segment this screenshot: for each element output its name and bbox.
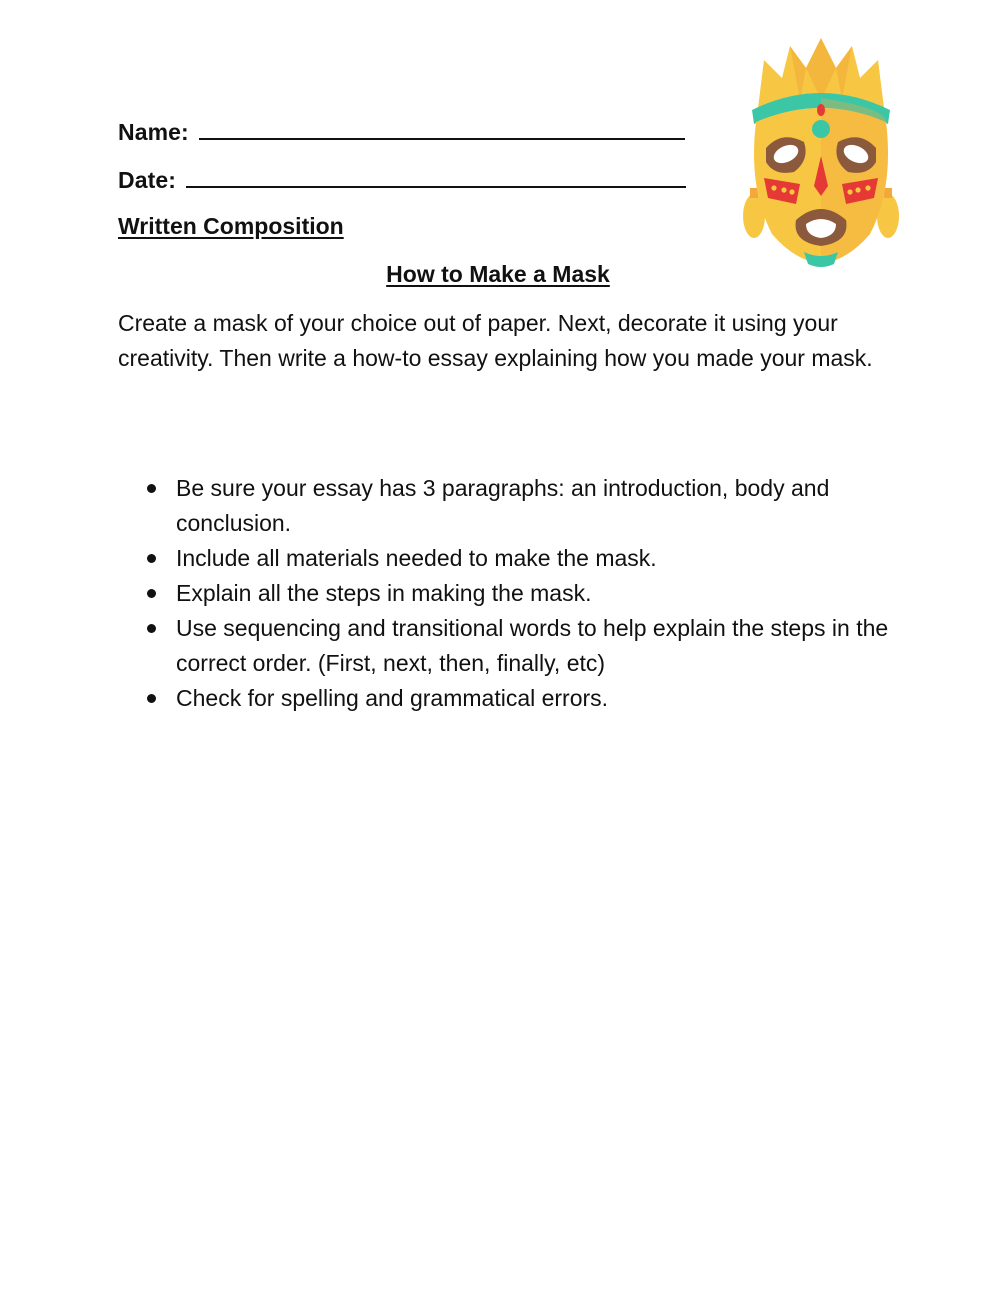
list-item-text: Explain all the steps in making the mask.	[176, 580, 592, 606]
list-item	[176, 611, 906, 681]
list-item-text: Use sequencing and transitional words to help explain the steps in the correct order. (First, next, then, finally, etc)	[176, 615, 889, 676]
intro-paragraph: Create a mask of your choice out of paper. Next, decorate it using your creativity. Then write a how-to essay explaining how you made your mask.	[118, 310, 873, 371]
list-item	[176, 471, 906, 541]
tribal-mask-icon	[738, 38, 904, 268]
date-field	[118, 166, 686, 194]
bullet-icon	[147, 554, 156, 563]
page-title: How to Make a Mask	[386, 261, 610, 287]
name-blank-line[interactable]	[199, 118, 685, 140]
list-item	[176, 681, 906, 716]
bullet-icon	[147, 589, 156, 598]
list-item	[176, 541, 906, 576]
section-label: Written Composition	[118, 213, 344, 239]
name-field	[118, 118, 685, 146]
bullet-icon	[147, 624, 156, 633]
list-item-text: Check for spelling and grammatical errors.	[176, 685, 609, 711]
name-label: Name:	[118, 119, 189, 145]
date-blank-line[interactable]	[186, 166, 686, 188]
date-label: Date:	[118, 167, 177, 193]
bullet-icon	[147, 694, 156, 703]
instruction-list	[176, 471, 906, 716]
list-item-text: Be sure your essay has 3 paragraphs: an introduction, body and conclusion.	[176, 475, 830, 536]
list-item	[176, 576, 906, 611]
bullet-icon	[147, 484, 156, 493]
list-item-text: Include all materials needed to make the mask.	[176, 545, 657, 571]
mask-forehead-gem	[812, 120, 830, 138]
